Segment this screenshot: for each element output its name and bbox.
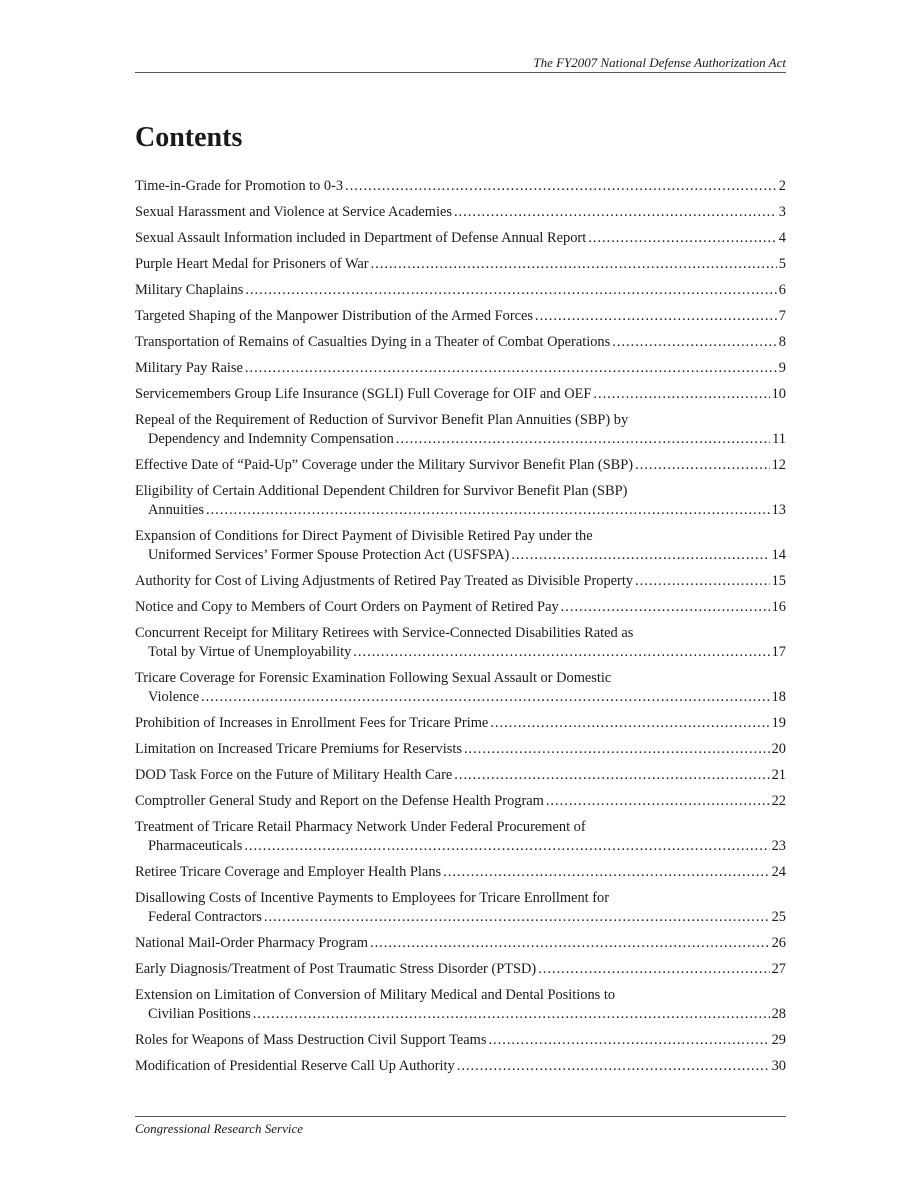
toc-page-number: 22: [771, 793, 786, 809]
toc-entry-title: Purple Heart Medal for Prisoners of War: [135, 256, 369, 272]
toc-page-number: 26: [771, 935, 786, 951]
toc-entry-title: Violence: [148, 689, 200, 705]
toc-entry-title: National Mail-Order Pharmacy Program: [135, 935, 368, 951]
toc-entry-title: Annuities: [148, 502, 204, 518]
toc-entry[interactable]: [135, 818, 786, 856]
toc-entry[interactable]: [135, 359, 786, 378]
toc-page-number: 24: [771, 864, 786, 880]
toc-page-number: 20: [771, 741, 786, 757]
toc-page-number: 11: [772, 431, 786, 447]
toc-entry-title: Notice and Copy to Members of Court Orders on Payment of Retired Pay: [135, 599, 559, 615]
toc-page-number: 17: [771, 644, 786, 660]
dot-leader: [253, 1005, 770, 1024]
toc-entry-title: Military Chaplains: [135, 282, 244, 298]
toc-entry-title: Federal Contractors: [148, 909, 262, 925]
dot-leader: [443, 863, 769, 882]
toc-entry-title: Pharmaceuticals: [148, 838, 243, 854]
dot-leader: [353, 643, 769, 662]
dot-leader: [206, 501, 770, 520]
toc-entry-title: Concurrent Receipt for Military Retirees with Service-Connected Disabilities Rated as: [135, 625, 634, 641]
toc-entry-title: Transportation of Remains of Casualties Dying in a Theater of Combat Operations: [135, 334, 611, 350]
toc-entry-title: Sexual Assault Information included in Department of Defense Annual Report: [135, 230, 587, 246]
toc-entry[interactable]: [135, 203, 786, 222]
dot-leader: [454, 203, 777, 222]
toc-entry-title: Eligibility of Certain Additional Dependent Children for Survivor Benefit Plan (SBP): [135, 483, 628, 499]
toc-entry[interactable]: [135, 792, 786, 811]
toc-entry[interactable]: [135, 714, 786, 733]
dot-leader: [561, 598, 770, 617]
toc-entry-title: Civilian Positions: [148, 1006, 251, 1022]
dot-leader: [535, 307, 777, 326]
dot-leader: [546, 792, 770, 811]
toc-entry-title: Disallowing Costs of Incentive Payments to Employees for Tricare Enrollment for: [135, 890, 610, 906]
toc-page-number: 10: [771, 386, 786, 402]
running-header: The FY2007 National Defense Authorization Act: [533, 55, 786, 70]
running-footer: Congressional Research Service: [135, 1121, 303, 1136]
toc-page-number: 19: [771, 715, 786, 731]
toc-entry[interactable]: [135, 572, 786, 591]
toc-entry-title: Prohibition of Increases in Enrollment Fees for Tricare Prime: [135, 715, 489, 731]
toc-page-number: 30: [771, 1058, 786, 1074]
toc-entry[interactable]: [135, 482, 786, 520]
toc-page-number: 6: [778, 282, 786, 298]
toc-page-number: 29: [771, 1032, 786, 1048]
toc-entry[interactable]: [135, 624, 786, 662]
toc-entry[interactable]: [135, 255, 786, 274]
toc-entry[interactable]: [135, 456, 786, 475]
dot-leader: [457, 1057, 770, 1076]
dot-leader: [371, 255, 777, 274]
toc-entry[interactable]: [135, 385, 786, 404]
toc-page-number: 8: [778, 334, 786, 350]
dot-leader: [635, 572, 770, 591]
toc-entry[interactable]: [135, 1031, 786, 1050]
toc-entry[interactable]: [135, 960, 786, 979]
dot-leader: [612, 333, 777, 352]
toc-entry[interactable]: [135, 986, 786, 1024]
toc-entry-title: Effective Date of “Paid-Up” Coverage under the Military Survivor Benefit Plan (SBP): [135, 457, 634, 473]
footer-rule: [135, 1116, 786, 1117]
toc-entry-title: Extension on Limitation of Conversion of Military Medical and Dental Positions to: [135, 987, 616, 1003]
toc-page-number: 14: [771, 547, 786, 563]
toc-entry[interactable]: [135, 863, 786, 882]
toc-entry-title: Treatment of Tricare Retail Pharmacy Network Under Federal Procurement of: [135, 819, 586, 835]
toc-page-number: 15: [771, 573, 786, 589]
toc-page-number: 27: [771, 961, 786, 977]
toc-page-number: 3: [778, 204, 786, 220]
toc-entry-title: Total by Virtue of Unemployability: [148, 644, 352, 660]
dot-leader: [464, 740, 770, 759]
table-of-contents: [135, 177, 786, 1083]
toc-page-number: 18: [771, 689, 786, 705]
dot-leader: [370, 934, 770, 953]
toc-entry[interactable]: [135, 934, 786, 953]
header-rule: [135, 72, 786, 73]
toc-entry[interactable]: [135, 889, 786, 927]
toc-entry-title: Roles for Weapons of Mass Destruction Civil Support Teams: [135, 1032, 487, 1048]
toc-entry-title: Uniformed Services’ Former Spouse Protection Act (USFSPA): [148, 547, 510, 563]
dot-leader: [588, 229, 777, 248]
toc-page-number: 5: [778, 256, 786, 272]
toc-entry-title: Comptroller General Study and Report on the Defense Health Program: [135, 793, 544, 809]
toc-entry-title: Military Pay Raise: [135, 360, 243, 376]
dot-leader: [201, 688, 770, 707]
toc-entry[interactable]: [135, 281, 786, 300]
toc-page-number: 2: [778, 178, 786, 194]
dot-leader: [538, 960, 769, 979]
toc-entry[interactable]: [135, 1057, 786, 1076]
dot-leader: [635, 456, 770, 475]
toc-entry-title: DOD Task Force on the Future of Military Health Care: [135, 767, 453, 783]
toc-entry[interactable]: [135, 527, 786, 565]
dot-leader: [488, 1031, 769, 1050]
dot-leader: [396, 430, 770, 449]
dot-leader: [593, 385, 769, 404]
toc-entry[interactable]: [135, 333, 786, 352]
toc-entry-title: Modification of Presidential Reserve Call Up Authority: [135, 1058, 455, 1074]
toc-page-number: 25: [771, 909, 786, 925]
toc-page-number: 16: [771, 599, 786, 615]
toc-entry-title: Servicemembers Group Life Insurance (SGLI) Full Coverage for OIF and OEF: [135, 386, 592, 402]
toc-page-number: 13: [771, 502, 786, 518]
toc-entry-title: Limitation on Increased Tricare Premiums for Reservists: [135, 741, 462, 757]
toc-entry-title: Time-in-Grade for Promotion to 0-3: [135, 178, 344, 194]
dot-leader: [245, 359, 777, 378]
toc-entry[interactable]: [135, 229, 786, 248]
toc-entry[interactable]: [135, 740, 786, 759]
toc-page-number: 21: [771, 767, 786, 783]
page-title: Contents: [135, 122, 243, 153]
toc-entry-title: Retiree Tricare Coverage and Employer Health Plans: [135, 864, 442, 880]
dot-leader: [511, 546, 769, 565]
toc-page-number: 9: [778, 360, 786, 376]
toc-entry-title: Dependency and Indemnity Compensation: [148, 431, 394, 447]
dot-leader: [264, 908, 770, 927]
dot-leader: [454, 766, 769, 785]
toc-page-number: 4: [778, 230, 786, 246]
toc-entry-title: Early Diagnosis/Treatment of Post Traumatic Stress Disorder (PTSD): [135, 961, 537, 977]
dot-leader: [244, 837, 769, 856]
toc-entry[interactable]: [135, 177, 786, 196]
toc-entry-title: Repeal of the Requirement of Reduction of Survivor Benefit Plan Annuities (SBP) by: [135, 412, 629, 428]
toc-entry[interactable]: [135, 598, 786, 617]
toc-entry[interactable]: [135, 411, 786, 449]
toc-page-number: 7: [778, 308, 786, 324]
toc-page-number: 12: [771, 457, 786, 473]
toc-page-number: 23: [771, 838, 786, 854]
toc-entry[interactable]: [135, 766, 786, 785]
toc-entry-title: Authority for Cost of Living Adjustments of Retired Pay Treated as Divisible Property: [135, 573, 634, 589]
dot-leader: [345, 177, 777, 196]
toc-entry-title: Tricare Coverage for Forensic Examination Following Sexual Assault or Domestic: [135, 670, 612, 686]
dot-leader: [245, 281, 776, 300]
toc-entry-title: Targeted Shaping of the Manpower Distribution of the Armed Forces: [135, 308, 533, 324]
toc-page-number: 28: [771, 1006, 786, 1022]
dot-leader: [490, 714, 769, 733]
toc-entry-title: Expansion of Conditions for Direct Payment of Divisible Retired Pay under the: [135, 528, 593, 544]
toc-entry[interactable]: [135, 307, 786, 326]
toc-entry[interactable]: [135, 669, 786, 707]
toc-entry-title: Sexual Harassment and Violence at Service Academies: [135, 204, 452, 220]
